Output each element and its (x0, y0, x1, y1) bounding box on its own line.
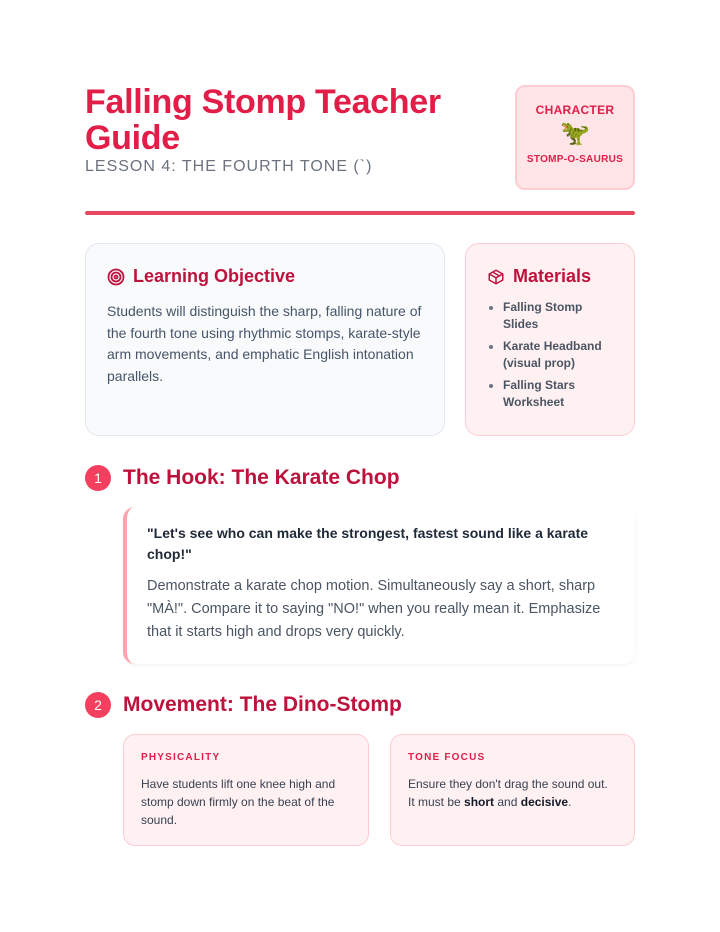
physicality-label: PHYSICALITY (141, 752, 221, 763)
dinosaur-icon: 🦖 (560, 120, 590, 147)
tone-focus-emphasis-short: short (464, 795, 495, 809)
header-divider (85, 211, 635, 215)
hook-quote: "Let's see who can make the strongest, fastest sound like a karate chop!" (147, 525, 589, 562)
lesson-subtitle: LESSON 4: THE FOURTH TONE (`) (85, 158, 373, 175)
hook-instructions: Demonstrate a karate chop motion. Simultaneously say a short, sharp "MÀ!". Compare it to saying "NO!" when you really mean it. Emphasize that it starts high and drops very quickly. (147, 578, 601, 640)
section-1-title: The Hook: The Karate Chop (123, 466, 400, 489)
section-2-number: 2 (85, 692, 111, 718)
materials-title: Materials (513, 266, 592, 286)
materials-item: • Falling Stars Worksheet (503, 377, 613, 411)
section-1-heading (85, 465, 400, 491)
learning-objective-card (85, 243, 445, 436)
materials-item: • Karate Headband (visual prop) (503, 338, 613, 372)
physicality-card (123, 734, 369, 846)
materials-heading (487, 266, 613, 287)
tone-focus-text-part: and (494, 795, 521, 809)
character-name: STOMP-O-SAURUS (526, 154, 624, 165)
tone-focus-card (390, 734, 635, 846)
tone-focus-emphasis-decisive: decisive (520, 795, 569, 809)
objective-title: Learning Objective (133, 266, 296, 286)
character-card (515, 85, 635, 190)
materials-item: • Falling Stomp Slides (503, 299, 613, 333)
section-2-title: Movement: The Dino-Stomp (123, 693, 402, 716)
tone-focus-text-part: Ensure they don't drag the sound out. It must be (408, 777, 608, 809)
tone-focus-text-part: . (568, 795, 572, 809)
tone-focus-label: TONE FOCUS (408, 752, 486, 763)
box-icon (487, 268, 505, 286)
materials-card (465, 243, 635, 436)
hook-card (123, 507, 635, 664)
objective-text: Students will distinguish the sharp, falling nature of the fourth tone using rhythmic stomps, karate-style arm movements, and emphatic English intonation parallels. (107, 303, 422, 384)
character-label: CHARACTER (535, 103, 615, 117)
materials-list (487, 299, 613, 411)
physicality-text: Have students lift one knee high and stomp down firmly on the beat of the sound. (141, 777, 336, 827)
objective-heading (107, 266, 423, 287)
section-1-number: 1 (85, 465, 111, 491)
page-title: Falling Stomp Teacher Guide (85, 83, 441, 157)
tone-focus-text (408, 775, 617, 811)
target-icon (107, 268, 125, 286)
section-2-heading (85, 692, 402, 718)
